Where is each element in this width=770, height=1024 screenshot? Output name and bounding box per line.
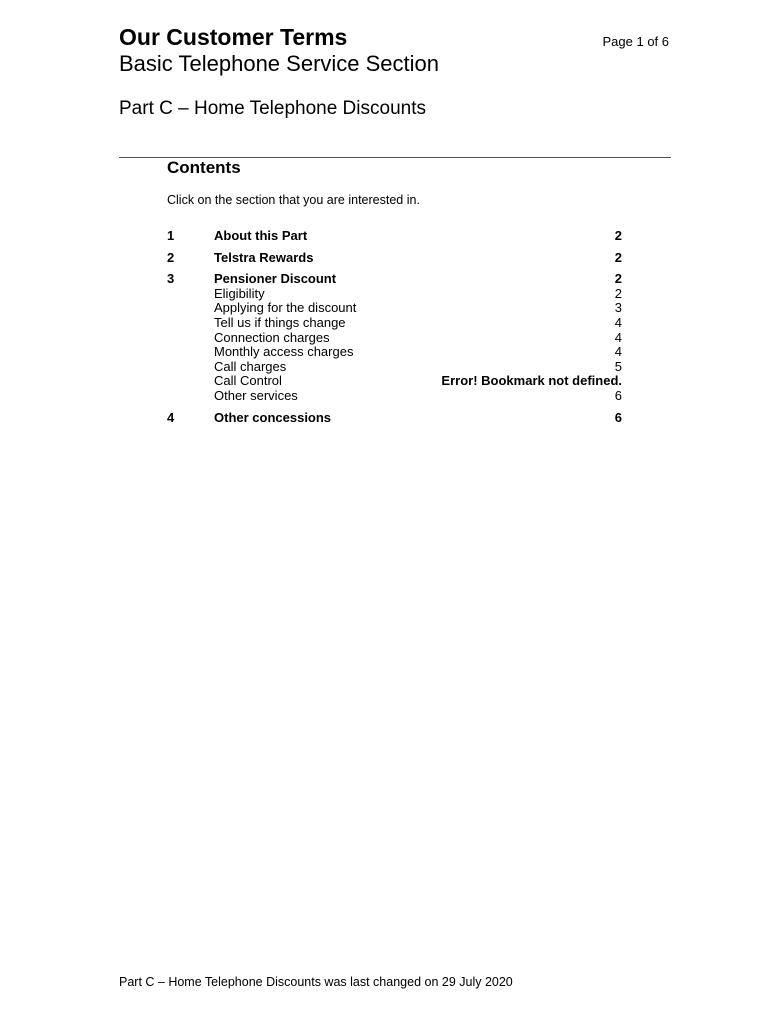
toc-number: 4 xyxy=(167,409,175,425)
toc-subrow[interactable] xyxy=(167,389,622,404)
toc-entry[interactable] xyxy=(167,229,622,244)
toc-subrow[interactable] xyxy=(167,374,622,389)
toc-page-number: 4 xyxy=(614,329,622,345)
toc-sublink-connection-charges[interactable]: Connection charges xyxy=(214,329,330,345)
toc-link-other-concessions[interactable]: Other concessions xyxy=(214,409,332,425)
toc-link-pensioner-discount[interactable]: Pensioner Discount xyxy=(214,271,337,287)
toc-row[interactable] xyxy=(167,251,622,266)
toc-subrow[interactable] xyxy=(167,301,622,316)
toc-page-number: 2 xyxy=(614,285,622,301)
page-indicator: Page 1 of 6 xyxy=(602,34,669,49)
toc-page-number: 2 xyxy=(614,271,622,287)
toc-entry[interactable] xyxy=(167,251,622,266)
toc-sublink-monthly-access[interactable]: Monthly access charges xyxy=(214,344,354,360)
contents-intro: Click on the section that you are interested in. xyxy=(167,193,420,207)
toc-subrow[interactable] xyxy=(167,331,622,346)
toc-subrow[interactable] xyxy=(167,345,622,360)
toc-page-number: 2 xyxy=(614,228,622,243)
toc-page-number: 4 xyxy=(614,344,622,360)
toc-row[interactable] xyxy=(167,229,622,244)
toc-row[interactable] xyxy=(167,272,622,287)
contents-heading: Contents xyxy=(167,158,241,177)
toc-sublink-other-services[interactable]: Other services xyxy=(214,387,298,403)
table-of-contents xyxy=(167,229,622,425)
toc-sublink-applying[interactable]: Applying for the discount xyxy=(214,300,357,316)
toc-subrow[interactable] xyxy=(167,360,622,375)
toc-page-error: Error! Bookmark not defined. xyxy=(441,373,622,389)
toc-sublink-eligibility[interactable]: Eligibility xyxy=(214,285,265,301)
document-subtitle: Basic Telephone Service Section xyxy=(119,51,440,76)
toc-page-number: 5 xyxy=(614,358,622,374)
page-footer: Part C – Home Telephone Discounts was last changed on 29 July 2020 xyxy=(119,975,513,989)
toc-entry[interactable] xyxy=(167,411,622,426)
toc-subrow[interactable] xyxy=(167,316,622,331)
toc-number: 1 xyxy=(167,228,175,243)
toc-number: 3 xyxy=(167,271,175,287)
toc-number: 2 xyxy=(167,249,175,265)
toc-subrow[interactable] xyxy=(167,287,622,302)
toc-page-number: 2 xyxy=(614,249,622,265)
document-title: Our Customer Terms xyxy=(119,24,348,50)
toc-page-number: 3 xyxy=(614,300,622,316)
toc-link-about-this-part[interactable]: About this Part xyxy=(214,228,308,243)
toc-sublink-call-control[interactable]: Call Control xyxy=(214,373,282,389)
toc-link-telstra-rewards[interactable]: Telstra Rewards xyxy=(214,249,314,265)
toc-page-number: 4 xyxy=(614,314,622,330)
toc-sublink-tell-us[interactable]: Tell us if things change xyxy=(214,314,346,330)
toc-row[interactable] xyxy=(167,411,622,426)
toc-page-number: 6 xyxy=(614,409,622,425)
part-title: Part C – Home Telephone Discounts xyxy=(119,98,426,119)
toc-entry[interactable] xyxy=(167,272,622,403)
toc-sublink-call-charges[interactable]: Call charges xyxy=(214,358,287,374)
toc-page-number: 6 xyxy=(614,387,622,403)
